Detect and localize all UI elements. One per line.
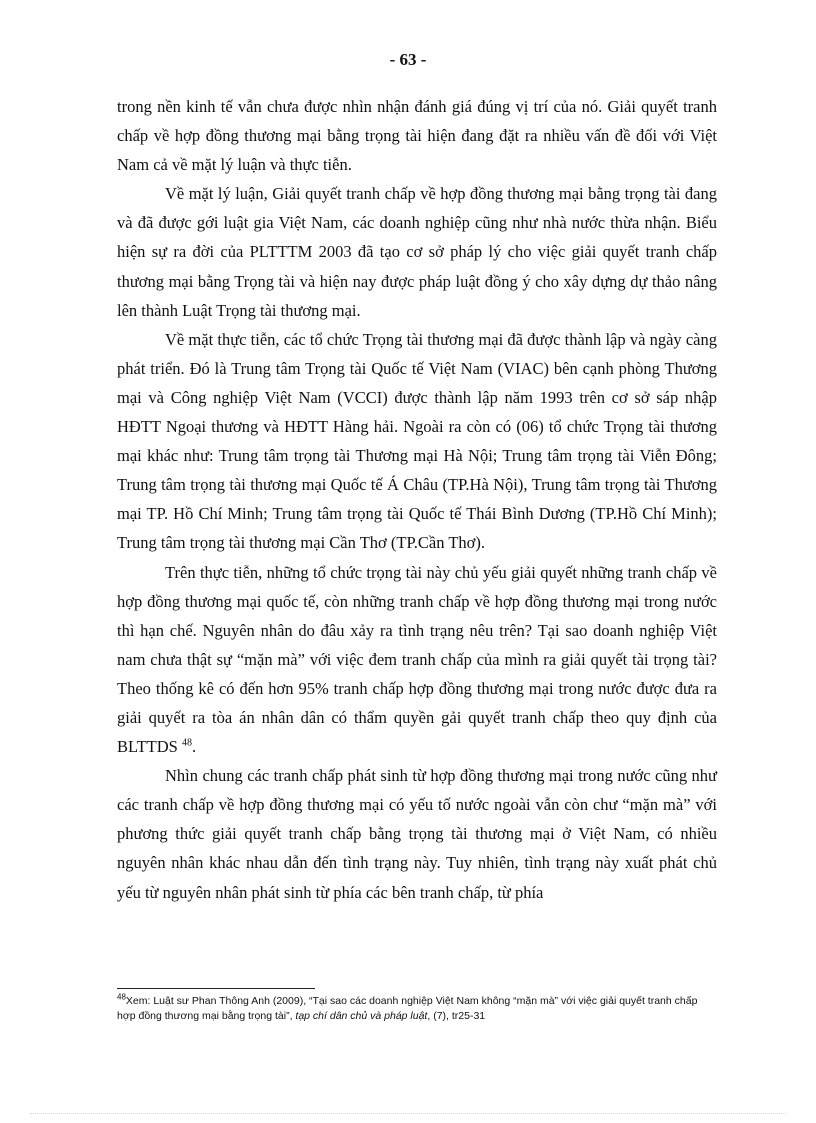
paragraph-3: Về mặt thực tiễn, các tổ chức Trọng tài thương mại đã được thành lập và ngày càng phát triển. Đó là Trung tâm Trọng tài Quốc tế Việt Nam (VIAC) bên cạnh phòng Thương mại và Công nghiệp Việt Nam (VCCI) được thành lập năm 1993 trên cơ sở sáp nhập HĐTT Ngoại thương và HĐTT Hàng hải. Ngoài ra còn có (06) tổ chức Trọng tài thương mại khác như: Trung tâm trọng tài Thương mại Hà Nội; Trung tâm trọng tài Viễn Đông; Trung tâm trọng tài thương mại Quốc tế Á Châu (TP.Hà Nội), Trung tâm trọng tài Thương mại TP. Hồ Chí Minh; Trung tâm trọng tài Quốc tế Thái Bình Dương (TP.Hồ Chí Minh); Trung tâm trọng tài thương mại Cần Thơ (TP.Cần Thơ). (117, 329, 717, 553)
paragraph-2: Về mặt lý luận, Giải quyết tranh chấp về hợp đồng thương mại bằng trọng tài đang và đã được gới luật gia Việt Nam, các doanh nghiệp cũng như nhà nước thừa nhận. Biểu hiện sự ra đời của PLTTTM 2003 đã tạo cơ sở pháp lý cho việc giải quyết tranh chấp thương mại bằng Trọng tài và hiện nay được pháp luật đồng ý cho xây dựng dự thảo nâng lên thành Luật Trọng tài thương mại. (117, 184, 717, 320)
paragraph-4-text: Trên thực tiễn, những tổ chức trọng tài này chủ yếu giải quyết những tranh chấp về hợp đồng thương mại quốc tế, còn những tranh chấp về hợp đồng thương mại trong nước thì hạn chế. Nguyên nhân do đâu xảy ra tình trạng nêu trên? Tại sao doanh nghiệp Việt nam chưa thật sự “mặn mà” với việc đem tranh chấp của mình ra giải quyết tài trọng tài? Theo thống kê có đến hơn 95% tranh chấp hợp đồng thương mại trong nước được đưa ra giải quyết ra tòa án nhân dân có thẩm quyền gải quyết tranh chấp theo quy định của BLTTDS (117, 562, 717, 757)
footnote-reference[interactable]: 48 (181, 737, 192, 749)
footnote (117, 994, 717, 1024)
paragraph-4: Trên thực tiễn, những tổ chức trọng tài này chủ yếu giải quyết những tranh chấp về hợp đồng thương mại quốc tế, còn những tranh chấp về hợp đồng thương mại trong nước thì hạn chế. Nguyên nhân do đâu xảy ra tình trạng nêu trên? Tại sao doanh nghiệp Việt nam chưa thật sự “mặn mà” với việc đem tranh chấp của mình ra giải quyết tài trọng tài? Theo thống kê có đến hơn 95% tranh chấp hợp đồng thương mại trong nước được đưa ra giải quyết ra tòa án nhân dân có thẩm quyền gải quyết tranh chấp theo quy định của BLTTDS $^{48}$. (117, 562, 717, 757)
footnote-journal: tạp chí dân chủ và pháp luật (295, 1010, 428, 1022)
paragraph-5: Nhìn chung các tranh chấp phát sinh từ hợp đồng thương mại trong nước cũng như các tranh chấp về hợp đồng thương mại có yếu tố nước ngoài vẫn còn chư “mặn mà” với phương thức giải quyết tranh chấp bằng trọng tài thương mại ở Việt Nam, có nhiều nguyên nhân khác nhau dẫn đến tình trạng này. Tuy nhiên, tình trạng này xuất phát chủ yếu từ nguyên nhân phát sinh từ phía các bên tranh chấp, từ phía (117, 766, 717, 902)
footnote-divider (117, 988, 315, 989)
footnote-text: Xem: Luật sư Phan Thông Anh (2009), “Tại sao các doanh nghiệp Việt Nam không “mặn mà” với việc giải quyết tranh chấp hợp đồng thương mại bằng trọng tài”, (117, 995, 698, 1022)
page-edge (30, 1113, 786, 1114)
body-text (117, 92, 717, 907)
footnote-citation: , (7), tr25-31 (427, 1010, 486, 1022)
paragraph-1: trong nền kinh tế vẫn chưa được nhìn nhận đánh giá đúng vị trí của nó. Giải quyết tranh chấp về hợp đồng thương mại bằng trọng tài hiện đang đặt ra nhiều vấn đề đối với Việt Nam cả về mặt lý luận và thực tiễn. (117, 97, 717, 175)
page-number: - 63 - (389, 50, 427, 69)
footnote-number: 48 (117, 992, 126, 1002)
